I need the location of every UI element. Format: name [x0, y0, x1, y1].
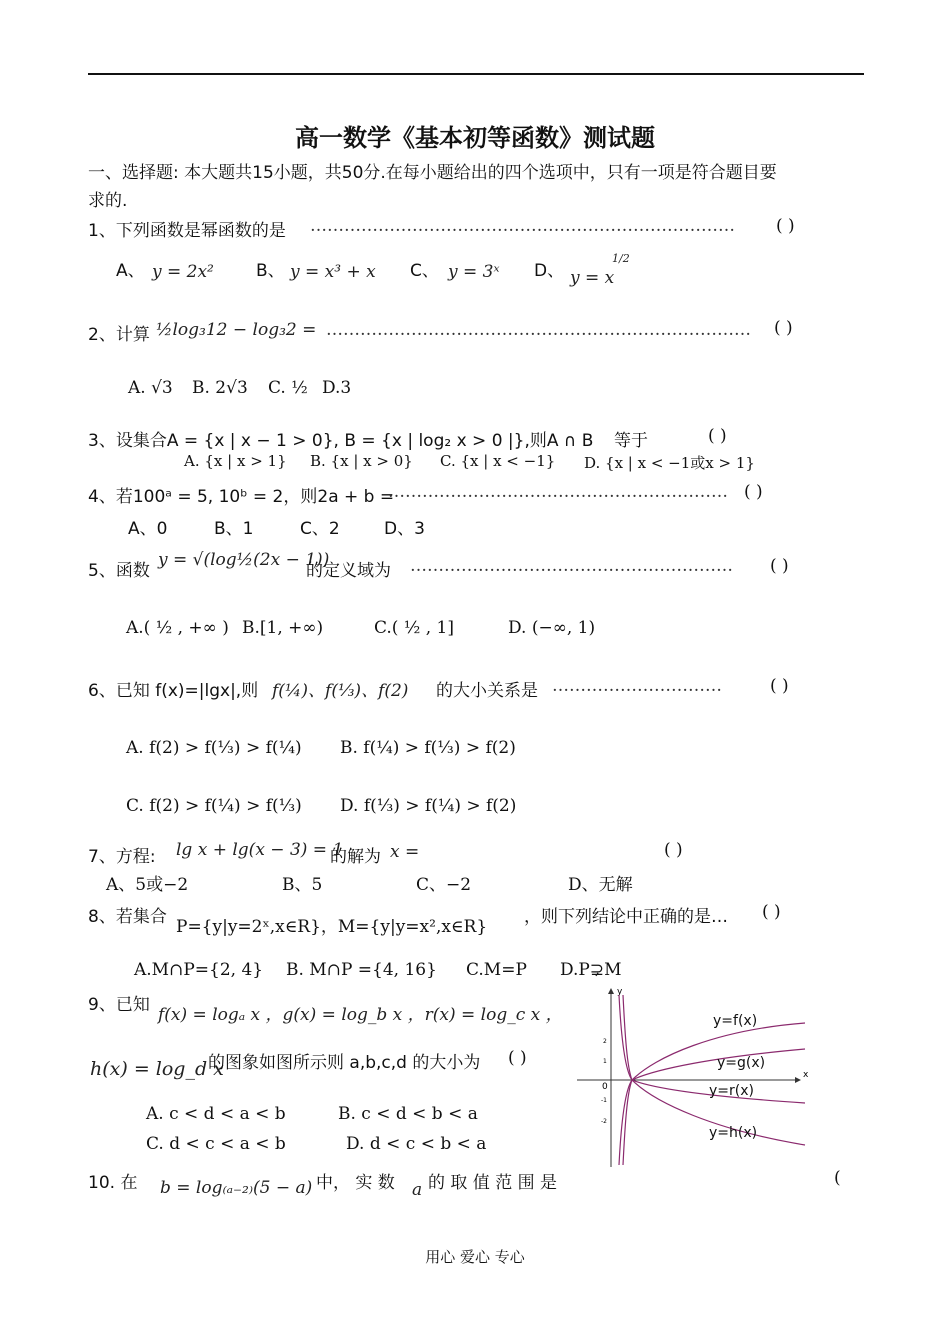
top-rule: [88, 73, 864, 75]
q8-expression: P={y|y=2ˣ,x∈R}，M={y|y=x²,x∈R}: [176, 917, 488, 937]
q10-stem: 10. 在: [88, 1173, 138, 1193]
q5-dots: …………………………………………………: [410, 556, 733, 576]
q6-option-c: C. f(2) > f(¼) > f(⅓): [126, 796, 302, 816]
q3-option-c: C. {x | x < −1}: [440, 452, 556, 470]
q9-stem: 9、已知: [88, 995, 150, 1015]
q4-option-b: B、1: [214, 519, 254, 539]
q3-answer-paren: ( ): [708, 426, 727, 446]
q9-option-d: D. d < c < b < a: [346, 1134, 487, 1154]
q1-label-c: C、: [410, 261, 439, 281]
q1-label-a: A、: [116, 261, 145, 281]
q2-option-b: B. 2√3: [192, 378, 248, 398]
q3-tail: 等于: [614, 431, 648, 451]
q2-expression: ½log₃12 − log₃2 =: [156, 320, 317, 340]
y-axis-label: y: [617, 987, 623, 997]
y-axis-arrow: [608, 988, 614, 994]
q4-option-d: D、3: [384, 519, 425, 539]
q1-label-d: D、: [534, 261, 565, 281]
q8-option-a: A.M∩P={2, 4}: [134, 960, 264, 980]
curve-label-f: y=f(x): [713, 1013, 758, 1029]
q6-expression: f(¼)、f(⅓)、f(2): [272, 681, 409, 701]
curve-label-h: y=h(x): [709, 1125, 758, 1141]
q6-option-d: D. f(⅓) > f(¼) > f(2): [340, 796, 517, 816]
q10-expression: b = log₍ₐ₋₂₎(5 − a): [160, 1178, 313, 1198]
curve-h: [619, 995, 805, 1145]
q4-option-c: C、2: [300, 519, 340, 539]
q7-option-b: B、5: [282, 875, 323, 895]
q1-option-d-exponent: 1/2: [612, 252, 630, 265]
q8-option-b: B. M∩P ={4, 16}: [286, 960, 437, 980]
q6-answer-paren: ( ): [770, 676, 789, 696]
q8-answer-paren: ( ): [762, 902, 781, 922]
page-title: 高一数学《基本初等函数》测试题: [295, 124, 655, 152]
q7-expression: lg x + lg(x − 3) = 1: [176, 840, 344, 860]
q7-option-d: D、无解: [568, 875, 633, 895]
q2-stem: 2、计算: [88, 325, 150, 345]
q7-option-c: C、−2: [416, 875, 472, 895]
q4-dots: ……………………………………………………: [388, 482, 728, 502]
q3-option-b: B. {x | x > 0}: [310, 452, 413, 470]
q1-stem: 1、下列函数是幂函数的是: [88, 221, 286, 241]
q7-variable: x =: [390, 842, 420, 862]
page-footer: 用心 爱心 专心: [425, 1248, 525, 1266]
q8-option-d: D.P⊋M: [560, 960, 622, 980]
x-axis-arrow: [795, 1077, 801, 1083]
q8-option-c: C.M=P: [466, 960, 527, 980]
q4-option-a: A、0: [128, 519, 168, 539]
y-tick-neg2: -2: [601, 1118, 607, 1125]
y-tick-1: 1: [603, 1058, 607, 1065]
curve-label-g: y=g(x): [717, 1055, 766, 1071]
q3-stem: 3、设集合A = {x | x − 1 > 0}, B = {x | log₂ x > 0 |},则A ∩ B: [88, 431, 594, 451]
q3-option-d: D. {x | x < −1或x > 1}: [584, 454, 755, 472]
intro-line-2: 求的.: [88, 191, 128, 211]
q6-tail: 的大小关系是: [436, 681, 538, 701]
q6-option-a: A. f(2) > f(⅓) > f(¼): [126, 738, 302, 758]
q9-tail: 的图象如图所示则 a,b,c,d 的大小为: [208, 1053, 481, 1073]
q2-option-d: D.3: [322, 378, 352, 398]
q1-answer-paren: ( ): [776, 216, 795, 236]
q10-tail: 中， 实 数: [316, 1173, 395, 1193]
curve-label-r: y=r(x): [709, 1083, 754, 1099]
q1-label-b: B、: [256, 261, 285, 281]
q2-option-a: A. √3: [128, 378, 173, 398]
q9-answer-paren: ( ): [508, 1048, 527, 1068]
q5-option-b: B.[1, +∞): [242, 618, 324, 638]
q2-dots: …………………………………………………………………: [326, 320, 751, 340]
q9-option-b: B. c < d < b < a: [338, 1104, 478, 1124]
q9-option-a: A. c < d < a < b: [146, 1104, 286, 1124]
q5-answer-paren: ( ): [770, 556, 789, 576]
log-function-graph: [575, 985, 809, 1170]
q1-option-b: y = x³ + x: [290, 262, 376, 282]
q6-stem: 6、已知 f(x)=|lgx|,则: [88, 681, 259, 701]
q1-option-d: y = x: [570, 268, 615, 288]
q10-answer-paren: (: [834, 1168, 841, 1188]
q5-option-c: C.( ½ , 1]: [374, 618, 454, 638]
q5-expression: y = √(log½(2x − 1)): [158, 550, 330, 570]
q1-option-c: y = 3ˣ: [448, 262, 500, 282]
q9-expression-h: h(x) = log_d x: [90, 1058, 224, 1080]
q1-option-a: y = 2x²: [152, 262, 214, 282]
q10-tail-2: 的 取 值 范 围 是: [428, 1173, 558, 1193]
q5-tail: 的定义域为: [306, 561, 391, 581]
q6-option-b: B. f(¼) > f(⅓) > f(2): [340, 738, 516, 758]
q4-answer-paren: ( ): [744, 482, 763, 502]
q5-option-a: A.( ½ , +∞ ): [126, 618, 229, 638]
q8-stem: 8、若集合: [88, 907, 167, 927]
q9-expression: f(x) = logₐ x ，g(x) = log_b x ，r(x) = log_c x ，: [158, 1005, 563, 1025]
q2-option-c: C. ½: [268, 378, 308, 398]
q1-dots: …………………………………………………………………: [310, 216, 735, 236]
intro-line-1: 一、选择题: 本大题共15小题，共50分.在每小题给出的四个选项中，只有一项是符合题目要: [88, 163, 777, 183]
q6-dots: …………………………: [552, 676, 722, 696]
q2-answer-paren: ( ): [774, 318, 793, 338]
q8-tail: ，则下列结论中正确的是…: [524, 907, 728, 927]
q7-stem: 7、方程:: [88, 847, 156, 867]
q3-option-a: A. {x | x > 1}: [184, 452, 287, 470]
y-tick-2: 2: [603, 1038, 607, 1045]
q4-stem: 4、若100ᵃ = 5, 10ᵇ = 2，则2a + b =: [88, 487, 395, 507]
y-tick-neg1: -1: [601, 1097, 607, 1104]
q7-option-a: A、5或−2: [106, 875, 189, 895]
q7-answer-paren: ( ): [664, 840, 683, 860]
origin-label: 0: [602, 1082, 608, 1092]
x-axis-label: x: [803, 1070, 809, 1080]
q5-option-d: D. (−∞, 1): [508, 618, 596, 638]
q9-option-c: C. d < c < a < b: [146, 1134, 286, 1154]
q10-variable: a: [412, 1180, 423, 1200]
q5-stem: 5、函数: [88, 561, 150, 581]
q7-tail: 的解为: [330, 847, 381, 867]
